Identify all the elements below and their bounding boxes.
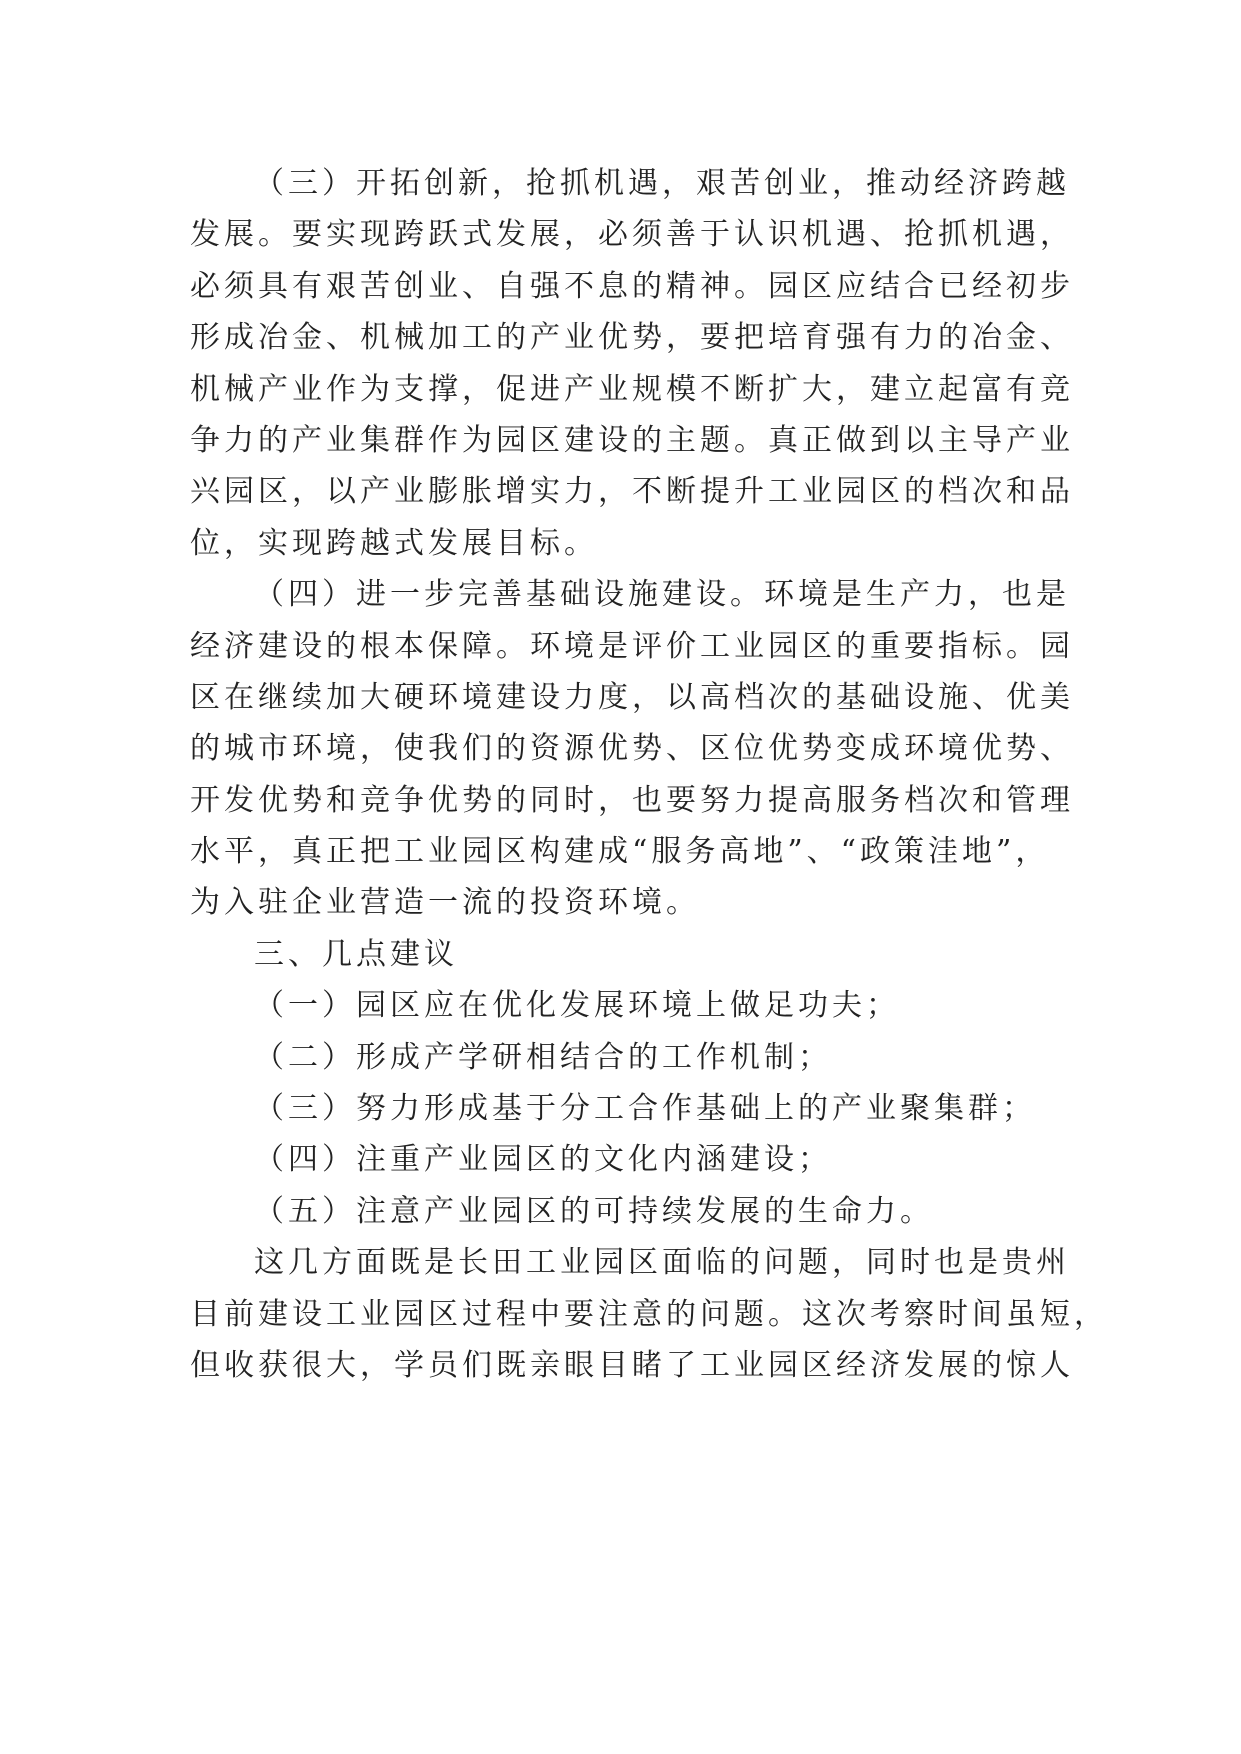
paragraph-line: 机械产业作为支撑，促进产业规模不断扩大，建立起富有竞 xyxy=(190,371,1074,407)
paragraph-line: 水平，真正把工业园区构建成“服务高地”、“政策洼地”， xyxy=(190,834,1050,870)
section-heading: 三、几点建议 xyxy=(254,936,458,972)
paragraph-line: 区在继续加大硬环境建设力度，以高档次的基础设施、优美 xyxy=(190,679,1074,715)
list-item: （四）注重产业园区的文化内涵建设； xyxy=(254,1142,832,1178)
paragraph-line: 这几方面既是长田工业园区面临的问题，同时也是贵州 xyxy=(254,1245,1070,1281)
paragraph-line: 兴园区，以产业膨胀增实力，不断提升工业园区的档次和品 xyxy=(190,474,1074,510)
paragraph-line: 开发优势和竞争优势的同时，也要努力提高服务档次和管理 xyxy=(190,782,1074,818)
paragraph-line: 的城市环境，使我们的资源优势、区位优势变成环境优势、 xyxy=(190,731,1074,767)
paragraph-line: 争力的产业集群作为园区建设的主题。真正做到以主导产业 xyxy=(190,422,1074,458)
paragraph-line: 目前建设工业园区过程中要注意的问题。这次考察时间虽短， xyxy=(190,1296,1108,1332)
document-body xyxy=(190,158,1108,1391)
list-item: （二）形成产学研相结合的工作机制； xyxy=(254,1039,832,1075)
list-item: （三）努力形成基于分工合作基础上的产业聚集群； xyxy=(254,1091,1036,1127)
paragraph-line: 发展。要实现跨跃式发展，必须善于认识机遇、抢抓机遇， xyxy=(190,217,1074,253)
paragraph-line: 为入驻企业营造一流的投资环境。 xyxy=(190,885,700,921)
list-item: （一）园区应在优化发展环境上做足功夫； xyxy=(254,988,900,1024)
paragraph-line: 形成冶金、机械加工的产业优势，要把培育强有力的冶金、 xyxy=(190,320,1074,356)
paragraph-line: 位，实现跨越式发展目标。 xyxy=(190,525,598,561)
paragraph-line: 必须具有艰苦创业、自强不息的精神。园区应结合已经初步 xyxy=(190,268,1074,304)
paragraph-line: （四）进一步完善基础设施建设。环境是生产力，也是 xyxy=(254,577,1070,613)
list-item: （五）注意产业园区的可持续发展的生命力。 xyxy=(254,1193,934,1229)
paragraph-line: （三）开拓创新，抢抓机遇，艰苦创业，推动经济跨越 xyxy=(254,166,1070,201)
paragraph-line: 但收获很大，学员们既亲眼目睹了工业园区经济发展的惊人 xyxy=(190,1347,1074,1383)
paragraph-line: 经济建设的根本保障。环境是评价工业园区的重要指标。园 xyxy=(190,628,1074,664)
